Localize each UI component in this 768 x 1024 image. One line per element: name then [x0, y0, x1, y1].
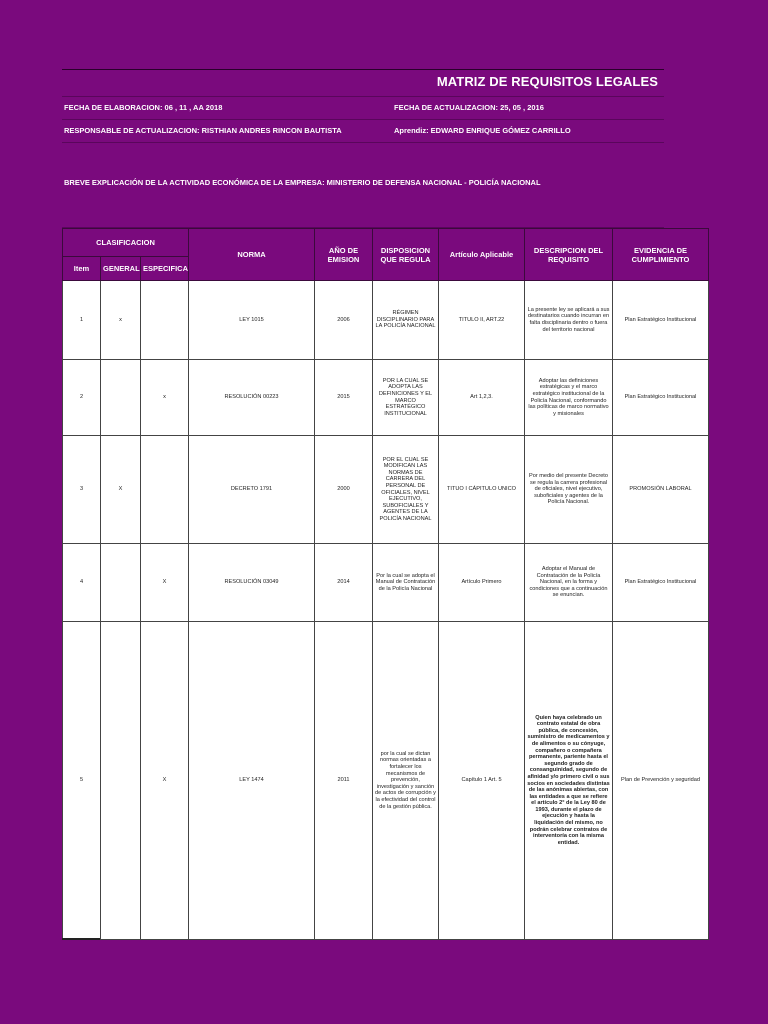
col-descripcion: DESCRIPCION DEL REQUISITO	[525, 229, 613, 281]
matrix-title: MATRIZ DE REQUISITOS LEGALES	[436, 74, 658, 89]
cell-especifica	[141, 436, 189, 544]
cell-item: 2	[63, 360, 101, 436]
col-norma: NORMA	[189, 229, 315, 281]
cell-descripcion: Por medio del presente Decreto se regula la carrera profesional de oficiales, nivel ejecutivo, suboficiales y agentes de la Policía Nacional.	[525, 436, 613, 544]
cell-general	[101, 360, 141, 436]
cell-descripcion: Adoptar las definiciones estratégicas y el marco estratégico institucional de la Policía Nacional, conformando las políticas de marco normativo y misionales	[525, 360, 613, 436]
cell-item: 4	[63, 544, 101, 622]
cell-especifica: X	[141, 544, 189, 622]
cell-general	[101, 622, 141, 940]
cell-evidencia: Plan Estratégico Institucional	[613, 360, 709, 436]
cell-especifica	[141, 281, 189, 360]
cell-descripcion: Quien haya celebrado un contrato estatal de obra pública, de concesión, suministro de medicamentos y de alimentos o su cónyuge, compañero o compañera permanente, pariente hasta el segundo grado de consanguinidad, segundo de afinidad y/o primero civil o sus socios en sociedades distintas de las anónimas abiertas, con las entidades a que se refiere el artículo 2° de la Ley 80 de 1993, durante el plazo de ejecución y hasta la liquidación del mismo, no podrán celebrar contratos de interventoría con la misma entidad.	[525, 622, 613, 940]
cell-anio: 2000	[315, 436, 373, 544]
responsible: RESPONSABLE DE ACTUALIZACION: RISTHIAN ANDRES RINCON BAUTISTA	[64, 126, 342, 135]
cell-anio: 2015	[315, 360, 373, 436]
cell-anio: 2006	[315, 281, 373, 360]
cell-disposicion: RÉGIMEN DISCIPLINARIO PARA LA POLICÍA NACIONAL	[373, 281, 439, 360]
elaboration-date: FECHA DE ELABORACION: 06 , 11 , AA 2018	[64, 103, 223, 112]
cell-articulo: TITULO II, ART.22	[439, 281, 525, 360]
col-articulo: Artículo Aplicable	[439, 229, 525, 281]
cell-evidencia: Plan Estratégico Institucional	[613, 281, 709, 360]
cell-articulo: Artículo Primero	[439, 544, 525, 622]
cell-disposicion: POR LA CUAL SE ADOPTA LAS DEFINICIONES Y EL MARCO ESTRATÉGICO INSTITUCIONAL	[373, 360, 439, 436]
cell-descripcion: Adoptar el Manual de Contratación de la Policía Nacional, en la forma y condiciones que a continuación se enuncian.	[525, 544, 613, 622]
cell-norma: DECRETO 1791	[189, 436, 315, 544]
table-row	[63, 622, 709, 940]
cell-evidencia: Plan de Prevención y seguridad	[613, 622, 709, 940]
activity-explanation-row	[62, 143, 664, 228]
table-row	[63, 544, 709, 622]
requirements-matrix-sheet	[62, 69, 700, 940]
title-row	[62, 69, 664, 97]
cell-disposicion: por la cual se dictan normas orientadas a fortalecer los mecanismos de prevención, investigación y sanción de actos de corrupción y la efectividad del control de la gestión pública.	[373, 622, 439, 940]
update-date: FECHA DE ACTUALIZACION: 25, 05 , 2016	[394, 103, 544, 112]
cell-articulo: Capítulo 1 Art. 5	[439, 622, 525, 940]
table-row	[63, 360, 709, 436]
cell-articulo: Art 1,2,3.	[439, 360, 525, 436]
cell-norma: LEY 1474	[189, 622, 315, 940]
col-disposicion: DISPOSICION QUE REGULA	[373, 229, 439, 281]
cell-disposicion: Por la cual se adopta el Manual de Contratación de la Policía Nacional	[373, 544, 439, 622]
activity-explanation: BREVE EXPLICACIÓN DE LA ACTIVIDAD ECONÓMICA DE LA EMPRESA: MINISTERIO DE DEFENSA NACIONAL - POLICÍA NACIONAL	[64, 178, 541, 187]
cell-especifica: X	[141, 622, 189, 940]
cell-general	[101, 544, 141, 622]
cell-norma: RESOLUCIÓN 03049	[189, 544, 315, 622]
apprentice: Aprendiz: EDWARD ENRIQUE GÓMEZ CARRILLO	[394, 126, 571, 135]
cell-item: 5	[63, 622, 101, 940]
table-row	[63, 281, 709, 360]
cell-anio: 2011	[315, 622, 373, 940]
table-bottom-edge	[62, 938, 100, 940]
table-row	[63, 436, 709, 544]
cell-item: 1	[63, 281, 101, 360]
cell-disposicion: POR EL CUAL SE MODIFICAN LAS NORMAS DE CARRERA DEL PERSONAL DE OFICIALES, NIVEL EJECUTIVO, SUBOFICIALES Y AGENTES DE LA POLICÍA NACIONAL	[373, 436, 439, 544]
matrix-header	[62, 69, 664, 228]
cell-norma: RESOLUCIÓN 00223	[189, 360, 315, 436]
cell-general: x	[101, 281, 141, 360]
dates-row	[62, 97, 664, 120]
cell-evidencia: Plan Estratégico Institucional	[613, 544, 709, 622]
cell-norma: LEY 1015	[189, 281, 315, 360]
col-item: Item	[63, 257, 101, 281]
cell-item: 3	[63, 436, 101, 544]
cell-anio: 2014	[315, 544, 373, 622]
responsible-row	[62, 120, 664, 143]
col-clasificacion: CLASIFICACION	[63, 229, 189, 257]
col-anio: AÑO DE EMISION	[315, 229, 373, 281]
cell-especifica: x	[141, 360, 189, 436]
cell-articulo: TITUO I CÁPITULO UNICO	[439, 436, 525, 544]
cell-descripcion: La presente ley se aplicará a sus destinatarios cuando incurran en falta disciplinaria dentro o fuera del territorio nacional	[525, 281, 613, 360]
col-evidencia: EVIDENCIA DE CUMPLIMIENTO	[613, 229, 709, 281]
cell-general: X	[101, 436, 141, 544]
requirements-table	[62, 228, 709, 940]
cell-evidencia: PROMOSIÓN LABORAL	[613, 436, 709, 544]
col-general: GENERAL	[101, 257, 141, 281]
col-especifica: ESPECIFICA	[141, 257, 189, 281]
